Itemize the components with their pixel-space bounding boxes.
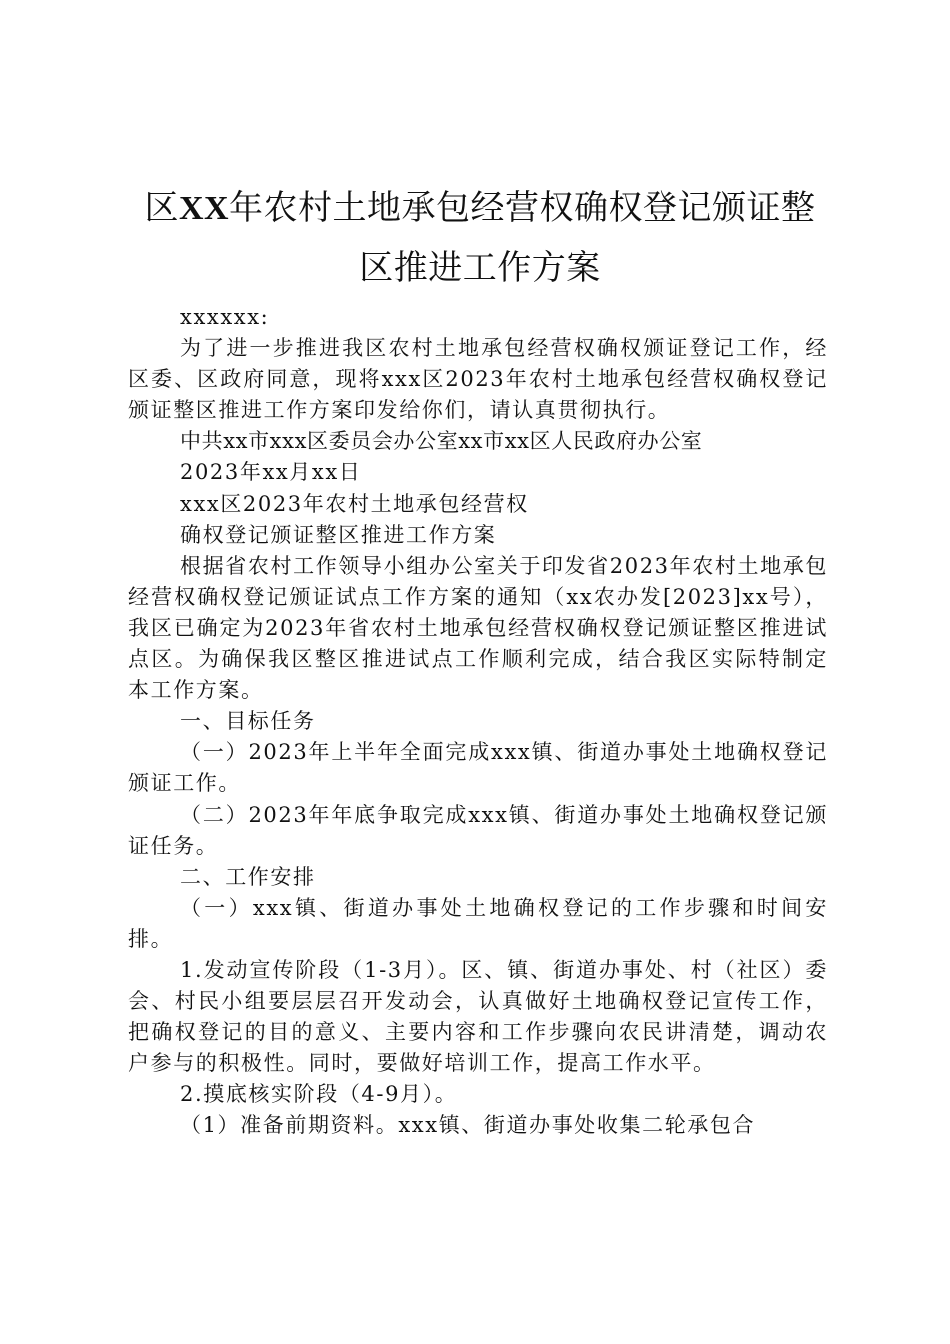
stage-2-item-1: （1）准备前期资料。xxx镇、街道办事处收集二轮承包合 — [180, 1113, 756, 1138]
goal-item-2: （二）2023年年底争取完成xxx镇、街道办事处土地确权登记颁证任务。 — [128, 802, 828, 858]
background-paragraph: 根据省农村工作领导小组办公室关于印发省2023年农村土地承包经营权确权登记颁证试点工作方案的通知（xx农办发[2023]xx号），我区已确定为2023年省农村土地承包经营权确权登记颁证整区推进试点区。为确保我区整区推进试点工作顺利完成，结合我区实际特制定本工作方案。 — [128, 553, 828, 703]
title-prefix: 区 — [144, 188, 179, 228]
issuing-offices: 中共xx市xxx区委员会办公室xx市xx区人民政府办公室 — [180, 429, 703, 454]
document-title-line-1 — [120, 190, 840, 227]
plan-title-line-1: xxx区2023年农村土地承包经营权 — [180, 491, 529, 516]
document-title-line-2: 区推进工作方案 — [359, 248, 601, 288]
section-heading-goals: 一、目标任务 — [180, 709, 316, 734]
issue-date: 2023年xx月xx日 — [180, 460, 362, 485]
plan-title-line-2: 确权登记颁证整区推进工作方案 — [180, 522, 497, 547]
title-suffix: 年农村土地承包经营权确权登记颁证整 — [229, 188, 816, 228]
title-year-placeholder: XX — [178, 190, 230, 227]
salutation: xxxxxx: — [180, 305, 270, 329]
arrangement-item-1: （一）xxx镇、街道办事处土地确权登记的工作步骤和时间安排。 — [128, 895, 828, 951]
intro-paragraph: 为了进一步推进我区农村土地承包经营权确权颁证登记工作，经区委、区政府同意，现将xxx区2023年农村土地承包经营权确权登记颁证整区推进工作方案印发给你们，请认真贯彻执行。 — [128, 336, 828, 423]
section-heading-arrangement: 二、工作安排 — [180, 864, 316, 889]
document-body — [128, 302, 828, 1142]
goal-item-1: （一）2023年上半年全面完成xxx镇、街道办事处土地确权登记颁证工作。 — [128, 740, 828, 796]
stage-2-heading: 2.摸底核实阶段（4-9月）。 — [180, 1082, 458, 1107]
stage-1-paragraph: 1.发动宣传阶段（1-3月）。区、镇、街道办事处、村（社区）委会、村民小组要层层召开发动会，认真做好土地确权登记宣传工作，把确权登记的目的意义、主要内容和工作步骤向农民讲清楚，调动农户参与的积极性。同时，要做好培训工作，提高工作水平。 — [128, 957, 828, 1076]
